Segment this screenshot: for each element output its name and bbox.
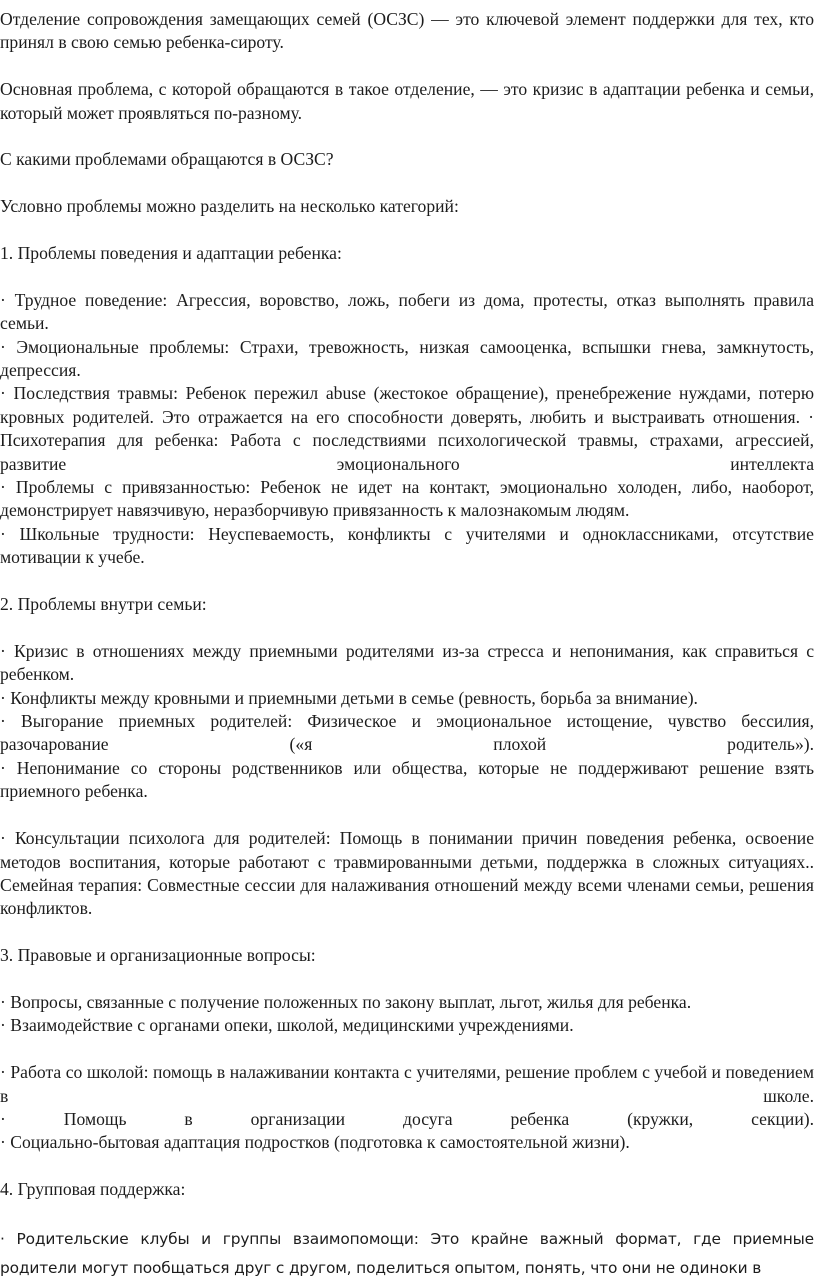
section-heading-1: 1. Проблемы поведения и адаптации ребенка: [0,243,342,263]
bullet-school: · Школьные трудности: Неуспеваемость, конфликты с учителями и одноклассниками, отсутствие мотивации к учебе. [0,523,814,568]
section-heading-2: 2. Проблемы внутри семьи: [0,594,207,615]
paragraph-intro-1: Отделение сопровождения замещающих семей (ОСЗС) — это ключевой элемент поддержки для тех, кто принял в свою семью ребенка-сироту. [0,9,814,53]
blank-line [0,804,814,827]
blank-line [0,172,814,195]
blank-line [0,265,814,288]
bullet-social-adaptation: · Социально-бытовая адаптация подростков (подготовка к самостоятельной жизни). [0,1132,630,1153]
bullet-authorities: · Взаимодействие с органами опеки, школой, медицинскими учреждениями. [0,1015,574,1036]
family-therapy: Семейная терапия: Совместные сессии для налаживания отношений между всеми членами семьи, решения конфликтов. [0,874,814,919]
bullet-parent-crisis: · Кризис в отношениях между приемными родителями из-за стресса и непонимания, как справиться с ребенком. [0,640,814,685]
blank-line [0,570,814,593]
bullet-trauma: · Последствия травмы: Ребенок пережил abuse (жестокое обращение), пренебрежение нуждами, потерю кровных родителей. Это отражается на его способности доверять, любить и выстраивать отношения. · Психотерапия для ребенка: Работа с последствиями психологической травмы, страхами, агрессией, развитие эмоционального интеллекта [0,383,814,474]
bullet-misunderstanding: · Непонимание со стороны родственников или общества, которые не поддерживают решение взять приемного ребенка. [0,757,814,802]
bullet-attachment: · Проблемы с привязанностью: Ребенок не идет на контакт, эмоционально холоден, либо, наоборот, демонстрирует навязчивую, неразборчивую привязанность к малознакомым людям. [0,477,814,521]
section-heading-4: 4. Групповая поддержка: [0,1179,186,1200]
bullet-children-conflicts: · Конфликты между кровными и приемными детьми в семье (ревность, борьба за внимание). [0,687,698,708]
blank-line [0,616,814,639]
paragraph-intro-2: Основная проблема, с которой обращаются в такое отделение, — это кризис в адаптации ребенка и семьи, который может проявляться по-разному. [0,79,814,123]
bullet-payments: · Вопросы, связанные с получение положенных по закону выплат, льгот, жилья для ребенка. [0,991,692,1012]
bullet-leisure: · Помощь в организации досуга ребенка (кружки, секции). [0,1108,814,1129]
categories-intro: Условно проблемы можно разделить на несколько категорий: [0,196,459,217]
blank-line [0,921,814,944]
bullet-emotional-problems: · Эмоциональные проблемы: Страхи, тревожность, низкая самооценка, вспышки гнева, замкнутость, депрессия. [0,336,814,381]
blank-line [0,219,814,242]
document-page [0,8,814,1283]
blank-line [0,1038,814,1061]
section-heading-3: 3. Правовые и организационные вопросы: [0,945,316,966]
blank-line [0,1202,814,1225]
bullet-parent-clubs: · Родительские клубы и группы взаимопомощи: Это крайне важный формат, где приемные родители могут пообщаться друг с другом, поделиться опытом, понять, что они не одиноки в [0,1229,814,1277]
bullet-burnout: · Выгорание приемных родителей: Физическое и эмоциональное истощение, чувство бессилия, разочарование («я плохой родитель»). [0,711,814,755]
blank-line [0,125,814,148]
blank-line [0,55,814,78]
bullet-psychologist-consultation: · Консультации психолога для родителей: Помощь в понимании причин поведения ребенка, освоение методов воспитания, которые работают с травмированными детьми, поддержка в сложных ситуациях.. [0,828,814,872]
bullet-difficult-behavior: · Трудное поведение: Агрессия, воровство, ложь, побеги из дома, протесты, отказ выполнять правила семьи. [0,289,814,334]
blank-line [0,968,814,991]
bullet-school-work: · Работа со школой: помощь в налаживании контакта с учителями, решение проблем с учебой и поведением в школе. [0,1062,814,1106]
question-heading: С какими проблемами обращаются в ОСЗС? [0,149,334,170]
blank-line [0,1155,814,1178]
